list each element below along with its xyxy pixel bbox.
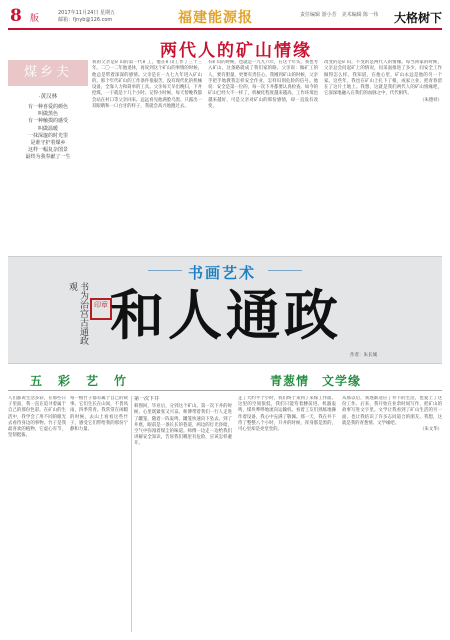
calligraphy-band-title: 书画艺术 (188, 264, 257, 282)
article-signature: （朱德祥） (420, 97, 442, 103)
poem-line: 一抹深邃的时光里 (27, 132, 68, 139)
lower-signature: （朱文华） (420, 427, 442, 433)
page-header (8, 6, 442, 28)
poem-line: 叫做黑色 (37, 111, 58, 118)
lower-column-3 (134, 396, 232, 636)
column-divider (131, 396, 132, 632)
seal-stamp: 印章 (90, 298, 112, 320)
artist-caption: 作者：朱长城 (350, 353, 377, 358)
lower-column-4: 走了大约半个小时，我们终于来到了采煤工作面。这里的空间很低，我们只能弯着腰前进。机器轰鸣，煤块哗哗地流向运输机。看着工友们熟练地操作着设备，我心中充满了敬佩。那一天，我在井下待了整整八个小时，升井的时候，浑身都是黑的，可心里却是亮堂堂的。 (238, 396, 336, 433)
lower-column-5-text: 从那以后，我逐渐适应了井下的生活，也爱上了这份工作。后来，我开始在业余时间写作，把矿山的故事写进文字里。文学让我看到了矿山生活的另一面，也让我结识了许多志同道合的朋友。我想，这就是我的青葱情、文学缘吧。 (342, 396, 442, 426)
section-name: 大格树下 (393, 11, 442, 25)
calligraphy-inscription: 书为治宫古通政观 (67, 282, 88, 345)
poem-title: 煤乡夫 (8, 60, 88, 86)
page-label: 版 (30, 14, 40, 24)
poem-line: 是谁守护着煤乡 (30, 140, 66, 147)
calligraphy-work: 和人通政 (110, 283, 342, 347)
page-number: 8 (10, 6, 22, 26)
feature-article (92, 60, 442, 250)
masthead: 福建能源报 (178, 10, 253, 26)
article-column-2: 有矿山的时候，也就是一九九六年，在这个年头，我也考入矿山，这条路就成了我们家的路。父亲说：做矿工的人，要有胆量，更要有责任心。我刚到矿山的时候，父亲手把手地教我怎样安全作业，怎样识别危险的信号。他说：安全是第一位的，每一次下井都要认真检查。如今的矿山已经大不一样了，机械化程度越来越高，工作环境也越来越好，可是父亲对矿山的那份感情，却一直没有改变。 (208, 60, 318, 110)
issue-date: 2017年11月24日 星期五 (58, 10, 116, 16)
header-divider (8, 28, 442, 30)
lower-column-1: 人们都说生活多彩，在那些日子里面，我一直在追寻着属于自己的那份色彩。在矿山的生活中，我学会了用不同的眼光去看待身边的事物。竹子是我最喜欢的植物，它虚心有节，坚韧挺拔。 (8, 396, 66, 439)
band-decoration-right (268, 270, 302, 271)
article-column-1: 我的父亲是矿山的第一代矿工，他在矿山工作了三十三年。二〇一二年他退休，再说到这个矿山的事情的时候，他总是带着深深的感情。父亲是在一九七九年进入矿山的。那个年代矿山的工作条件很艰苦，没有现代化的机械设备，全靠人力和简单的工具。父亲每天早出晚归，下井挖煤，一干就是十几个小时。记得小时候，每天傍晚我都会站在村口等父亲回来。远远看见他满脸乌黑、只露出一双眼睛和一口白牙的样子，我就会高兴地跑过去。 (92, 60, 202, 110)
poem-lines (8, 104, 88, 162)
lower-left-heading: 五 彩 艺 竹 (30, 374, 129, 388)
editors-credit: 责任编辑 游小芳 美术编辑 陈一伟 (300, 12, 379, 18)
poem-author: ·黄汉林 (38, 94, 58, 100)
lower-column-3-text: 韩图回，毕业后，分到这个矿山。第一次下井的时候，心里既紧张又兴奋。师傅带着我们一行人走进了罐笼，随着一阵轰鸣，罐笼快速向下坠去。到了井底，眼前是一条长长的巷道，两边的灯光昏暗，空气中弥漫着煤尘的味道。师傅一边走一边给我们讲解安全知识，告诉我们哪里有危险，应该怎样避开。 (134, 404, 232, 447)
poem-line: 叫做温暖 (37, 125, 58, 132)
lower-column-2: 每一根竹子都有属于自己的故事。它们生长在山间，不畏风雨，四季常青。我常常在闲暇的时候，去山上看看这些竹子，感受它们带给我的那份宁静和力量。 (70, 396, 128, 433)
issue-info (58, 10, 115, 24)
lower-right-heading: 青葱情 文学缘 (270, 374, 362, 388)
lower-divider (8, 390, 442, 391)
poem-line: 这样一幅复杂图景 (27, 147, 68, 154)
article-column-3 (324, 60, 442, 250)
article-column-3-text: 改变的是矿山，不变的是两代人的情缘。每当回家的时候，父亲总会问起矿上的情况，问采面推进了多少，问安全工作做得怎么样。我知道，在他心里，矿山永远是他的另一个家。这些年，我也在矿山上扎下了根，成家立业，把青春留在了这片土地上。我想，这就是我们两代人的矿山情缘吧，它深深地融入在我们的血脉之中，代代相传。 (324, 60, 442, 97)
story-title: 第一次下井 (134, 396, 160, 402)
issue-email: 邮箱：fjnyb@126.com (58, 17, 113, 23)
lower-column-5 (342, 396, 442, 636)
poem-box (8, 60, 88, 250)
band-decoration-left (148, 270, 182, 271)
feature-title: 两代人的矿山情缘 (160, 41, 312, 61)
poem-line: 有一种喜爱的颜色 (27, 104, 68, 110)
poem-line: 最终为我奉献了一生 (25, 154, 71, 161)
poem-line: 有一种触摸的感受 (27, 118, 68, 125)
